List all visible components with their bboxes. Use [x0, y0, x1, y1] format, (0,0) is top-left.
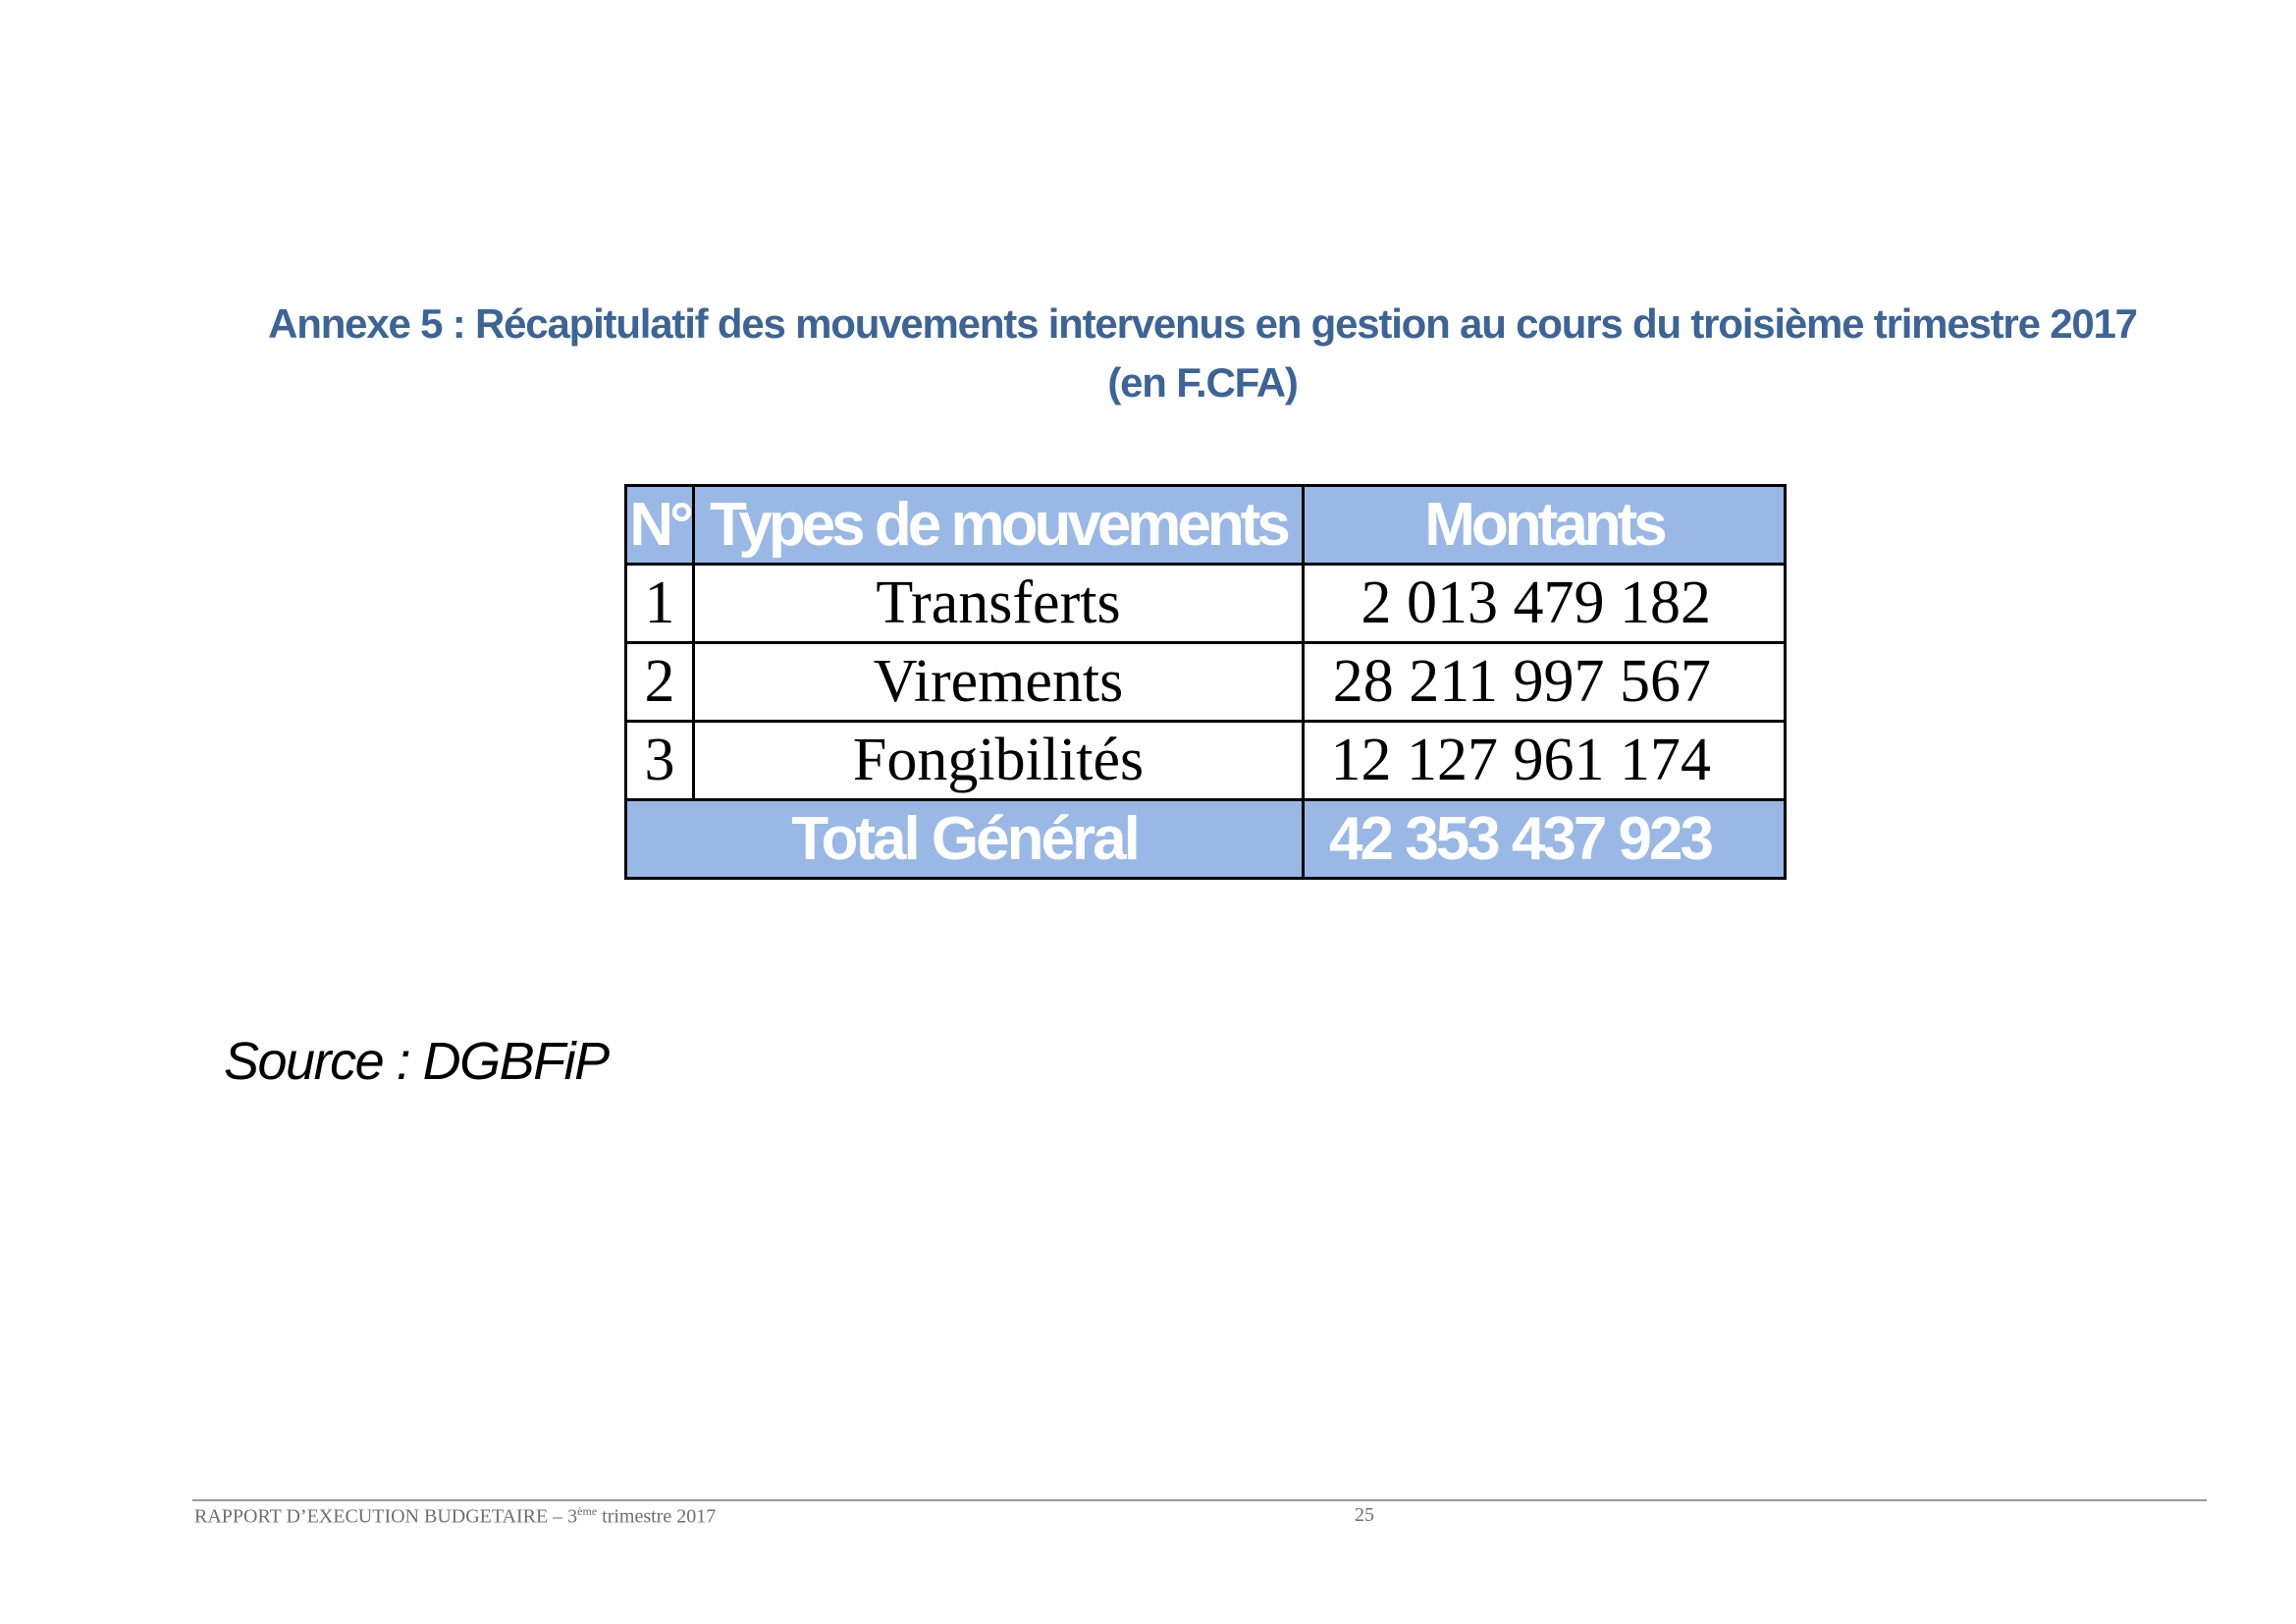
header-number: N°: [626, 486, 694, 565]
header-type: Types de mouvements: [694, 486, 1304, 565]
footer-report-title: [194, 1504, 716, 1529]
row-amount: 28 211 997 567: [1304, 643, 1786, 722]
footer-divider: [192, 1499, 2207, 1501]
row-number: 2: [626, 643, 694, 722]
row-number: 1: [626, 565, 694, 643]
row-number: 3: [626, 722, 694, 800]
page-title: [245, 295, 2160, 412]
total-amount: 42 353 437 923: [1304, 800, 1786, 879]
source-note: Source : DGBFiP: [224, 1032, 609, 1091]
row-type: Transferts: [694, 565, 1304, 643]
row-type: Virements: [694, 643, 1304, 722]
table-row: [626, 565, 1786, 643]
footer-report-prefix: RAPPORT D’EXECUTION BUDGETAIRE – 3: [194, 1505, 578, 1528]
footer-report-superscript: ème: [577, 1504, 598, 1518]
table-row: [626, 643, 1786, 722]
table-header-row: [626, 486, 1786, 565]
total-label: Total Général: [626, 800, 1304, 879]
header-amount: Montants: [1304, 486, 1786, 565]
footer-page-number: 25: [1355, 1504, 1374, 1526]
movements-table: [624, 484, 1787, 880]
footer-report-suffix: trimestre 2017: [597, 1505, 717, 1528]
table-row: [626, 722, 1786, 800]
total-row: [626, 800, 1786, 879]
row-amount: 2 013 479 182: [1304, 565, 1786, 643]
row-type: Fongibilités: [694, 722, 1304, 800]
title-line-1: Annexe 5 : Récapitulatif des mouvements intervenus en gestion au cours du troisième trimestre 2017: [268, 300, 2137, 347]
title-line-2: (en F.CFA): [1107, 359, 1298, 406]
row-amount: 12 127 961 174: [1304, 722, 1786, 800]
